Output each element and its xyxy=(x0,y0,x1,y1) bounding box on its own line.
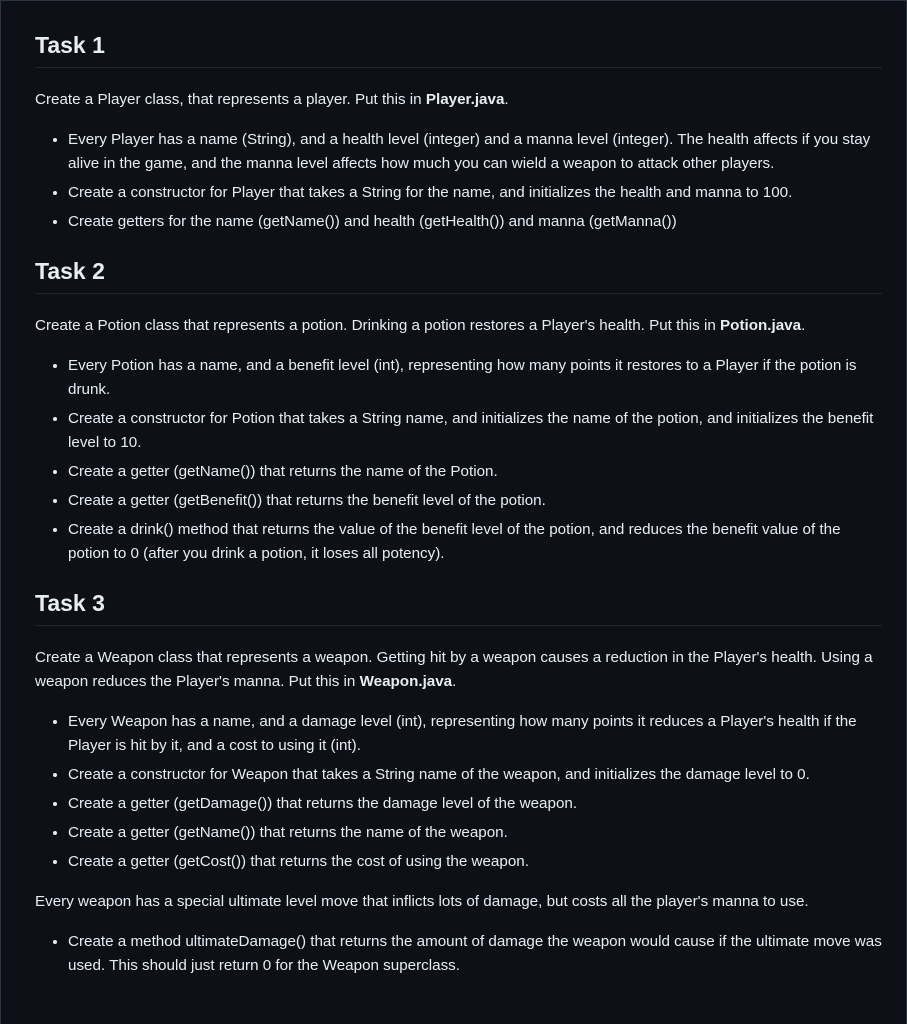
task1-intro-text: Create a Player class, that represents a player. Put this in xyxy=(35,91,426,108)
list-item: • Create a getter (getDamage()) that returns the damage level of the weapon. xyxy=(68,792,882,816)
task1-intro-end: . xyxy=(504,91,509,108)
task3-list xyxy=(35,710,882,874)
task3-heading: Task 3 xyxy=(35,588,882,626)
task1-list xyxy=(35,128,882,234)
list-item: • Every Potion has a name, and a benefit level (int), representing how many points it restores to a Player if the potion is drunk. xyxy=(68,354,882,402)
list-item: • Create a getter (getCost()) that returns the cost of using the weapon. xyxy=(68,850,882,874)
task1-intro xyxy=(35,88,882,112)
task2-heading: Task 2 xyxy=(35,256,882,294)
list-item: • Every Weapon has a name, and a damage level (int), representing how many points it reduces a Player's health if the Player is hit by it, and a cost to using it (int). xyxy=(68,710,882,758)
task3-intro xyxy=(35,646,882,694)
list-item: • Create getters for the name (getName()) and health (getHealth()) and manna (getManna()) xyxy=(68,210,882,234)
task3-intro-text: Create a Weapon class that represents a weapon. Getting hit by a weapon causes a reduction in the Player's health. Using a weapon reduces the Player's manna. Put this in xyxy=(35,649,873,690)
task1-filename: Player.java xyxy=(425,91,505,108)
task1-heading: Task 1 xyxy=(35,1,882,68)
task3-ultimate-text: Every weapon has a special ultimate level move that inflicts lots of damage, but costs all the player's manna to use. xyxy=(35,893,809,910)
list-item: • Create a getter (getBenefit()) that returns the benefit level of the potion. xyxy=(68,489,882,513)
list-item: • Create a drink() method that returns the value of the benefit level of the potion, and reduces the benefit value of the potion to 0 (after you drink a potion, it loses all potency). xyxy=(68,518,882,566)
task2-filename: Potion.java xyxy=(720,317,802,334)
task3-ultimate-list xyxy=(35,930,882,978)
list-item: • Create a method ultimateDamage() that returns the amount of damage the weapon would cause if the ultimate move was used. This should just return 0 for the Weapon superclass. xyxy=(68,930,882,978)
list-item: • Create a getter (getName()) that returns the name of the weapon. xyxy=(68,821,882,845)
list-item: • Create a constructor for Weapon that takes a String name of the weapon, and initializes the damage level to 0. xyxy=(68,763,882,787)
list-item: • Create a constructor for Potion that takes a String name, and initializes the name of the potion, and initializes the benefit level to 10. xyxy=(68,407,882,455)
list-item: • Create a constructor for Player that takes a String for the name, and initializes the health and manna to 100. xyxy=(68,181,882,205)
list-item: • Create a getter (getName()) that returns the name of the Potion. xyxy=(68,460,882,484)
task2-intro xyxy=(35,314,882,338)
list-item: • Every Player has a name (String), and a health level (integer) and a manna level (integer). The health affects if you stay alive in the game, and the manna level affects how much you can wield a weapon to attack other players. xyxy=(68,128,882,176)
task3-intro-end: . xyxy=(452,673,457,690)
task2-intro-end: . xyxy=(801,317,806,334)
task2-list xyxy=(35,354,882,566)
task2-intro-text: Create a Potion class that represents a potion. Drinking a potion restores a Player's health. Put this in xyxy=(35,317,721,334)
task3-filename: Weapon.java xyxy=(359,673,453,690)
